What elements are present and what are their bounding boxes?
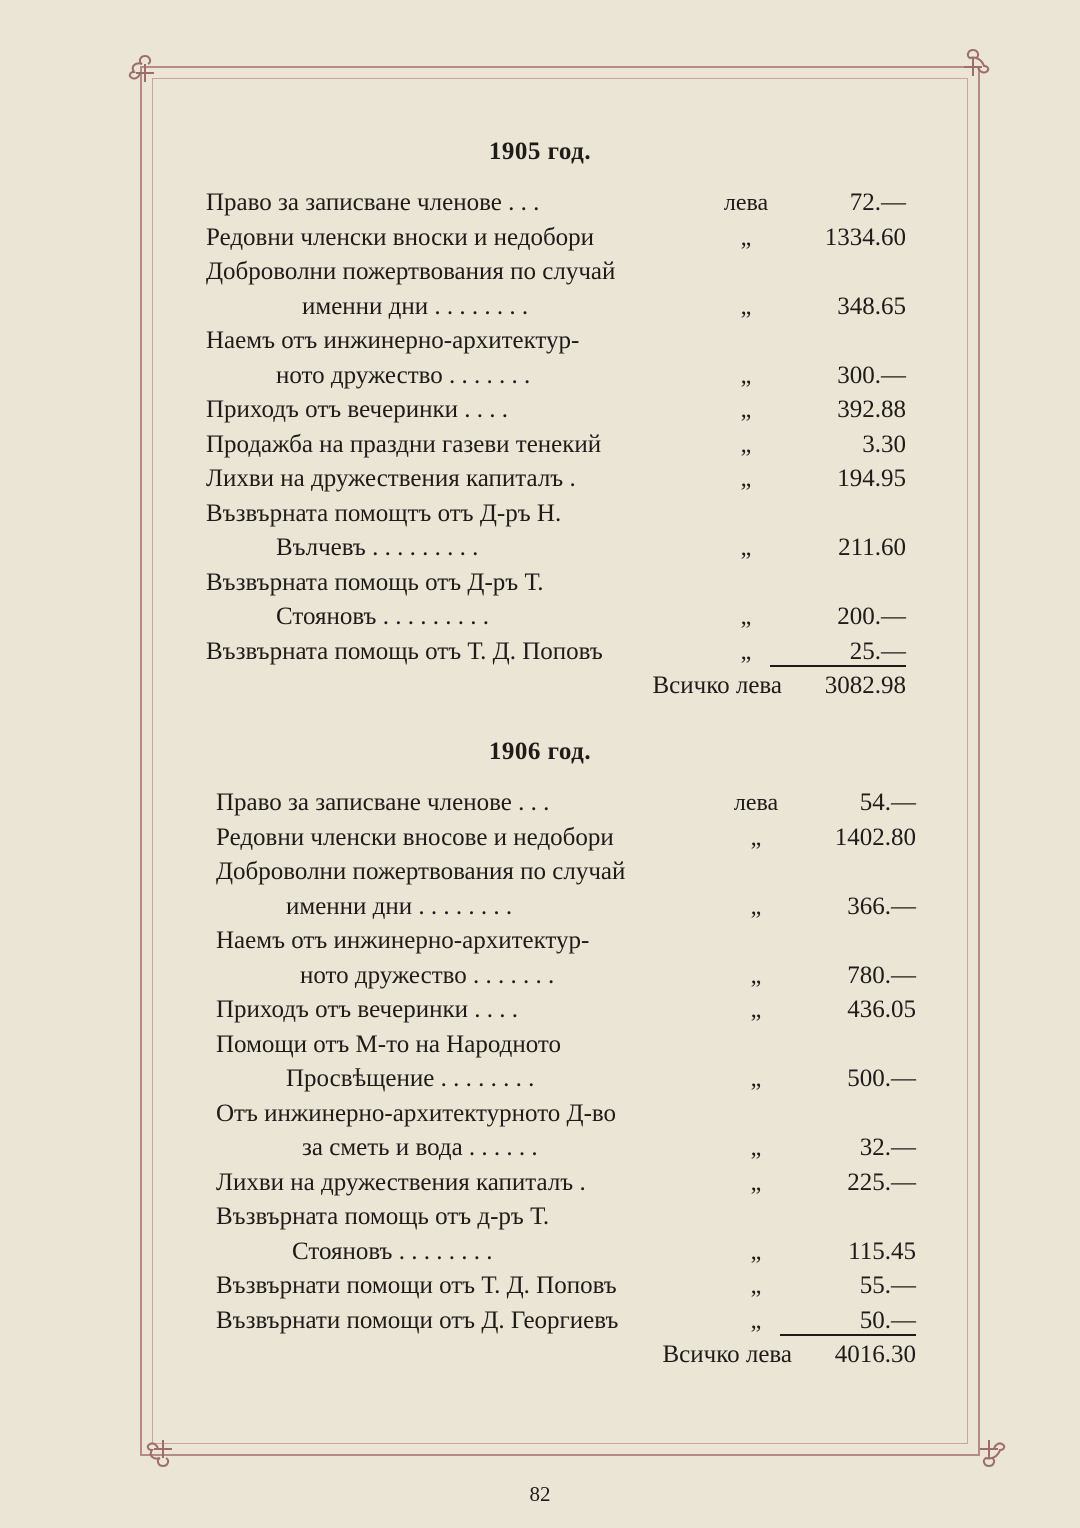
sum-rule xyxy=(780,1334,916,1336)
row-description: Приходъ отъ вечеринки . . . . xyxy=(206,396,509,423)
row-unit: „ xyxy=(750,1066,762,1092)
row-unit: „ xyxy=(740,293,752,320)
total-label: Всичко лева xyxy=(662,1341,792,1368)
corner-ornament-icon xyxy=(140,1426,186,1472)
row-description: Вълчевъ . . . . . . . . . xyxy=(276,534,479,561)
row-amount: 1402.80 xyxy=(834,823,916,851)
section-title-1906: 1906 год. xyxy=(488,738,592,765)
total-row xyxy=(206,669,906,704)
row-amount: 50.— xyxy=(859,1306,916,1334)
row-unit: лева xyxy=(723,190,769,216)
row-description: именни дни . . . . . . . . xyxy=(286,892,513,920)
row-description: ното дружество . . . . . . . xyxy=(300,961,555,989)
row-unit: „ xyxy=(740,362,752,389)
ledger-row xyxy=(216,1235,916,1270)
ledger-row xyxy=(206,635,906,670)
row-amount: 225.— xyxy=(847,1168,916,1196)
corner-ornament-icon xyxy=(122,50,168,96)
ledger-row xyxy=(206,186,906,221)
row-amount: 72.— xyxy=(849,189,906,216)
ledger-row xyxy=(206,393,906,428)
row-description: Редовни членски вноски и недобори xyxy=(206,223,595,251)
row-unit: „ xyxy=(750,997,762,1023)
row-amount: 115.45 xyxy=(848,1237,916,1265)
total-row xyxy=(216,1338,916,1373)
ledger-row xyxy=(206,290,906,325)
corner-ornament-icon xyxy=(966,1426,1012,1472)
total-amount: 3082.98 xyxy=(824,672,906,699)
ledger-row xyxy=(216,959,916,994)
row-unit: „ xyxy=(740,224,752,251)
row-amount: 32.— xyxy=(859,1134,916,1161)
row-amount: 25.— xyxy=(849,637,906,665)
section-title-1905: 1905 год. xyxy=(488,138,592,165)
total-label: Всичко лева xyxy=(652,672,782,699)
row-amount: 300.— xyxy=(837,361,906,389)
row-description: Просвѣщение . . . . . . . . xyxy=(286,1065,535,1092)
ledger-row xyxy=(216,890,916,925)
total-amount: 4016.30 xyxy=(834,1341,916,1368)
ledger-row xyxy=(216,924,916,959)
row-unit: „ xyxy=(750,1238,762,1265)
ledger-row xyxy=(216,993,916,1028)
ledger-row xyxy=(216,1131,916,1166)
ledger-row xyxy=(206,497,906,532)
ledger-row xyxy=(206,566,906,601)
ledger-1905 xyxy=(206,186,906,704)
row-amount: 436.05 xyxy=(847,996,916,1023)
ledger-row xyxy=(216,855,916,890)
row-amount: 55.— xyxy=(859,1272,916,1299)
row-amount: 392.88 xyxy=(837,396,906,423)
row-amount: 500.— xyxy=(847,1065,916,1092)
row-amount: 194.95 xyxy=(837,465,906,492)
row-description: Доброволни пожертвования по случай xyxy=(206,258,616,285)
corner-ornament-icon xyxy=(950,44,996,90)
row-description: за сметь и вода . . . . . . xyxy=(302,1134,538,1161)
row-description: Стояновъ . . . . . . . . . xyxy=(276,603,489,630)
row-unit: „ xyxy=(740,638,752,665)
row-description: Възвърната помощь отъ Д-ръ Т. xyxy=(206,568,544,596)
row-description: ното дружество . . . . . . . xyxy=(276,361,531,389)
row-description: Лихви на дружествения капиталъ . xyxy=(206,465,576,492)
ledger-row xyxy=(206,531,906,566)
row-description: Стояновъ . . . . . . . . xyxy=(292,1237,493,1265)
row-description: Лихви на дружествения капиталъ . xyxy=(216,1168,586,1196)
ledger-row xyxy=(216,1304,916,1339)
ledger-row xyxy=(216,821,916,856)
row-unit: „ xyxy=(740,535,752,561)
row-amount: 366.— xyxy=(847,892,916,920)
ledger-row xyxy=(216,1200,916,1235)
row-unit: „ xyxy=(750,893,762,920)
row-description: Приходъ отъ вечеринки . . . . xyxy=(216,996,519,1023)
ledger-row xyxy=(216,1028,916,1063)
ledger-row xyxy=(206,600,906,635)
ledger-row xyxy=(216,1062,916,1097)
ledger-row xyxy=(206,462,906,497)
row-amount: 3.30 xyxy=(862,430,906,458)
row-unit: „ xyxy=(750,1169,762,1196)
row-amount: 1334.60 xyxy=(824,223,906,251)
page-number: 82 xyxy=(529,1482,551,1506)
row-description: Право за записване членове . . . xyxy=(216,789,550,816)
sum-rule xyxy=(770,665,906,667)
row-description: Възвърната помощь отъ Т. Д. Поповъ xyxy=(206,637,603,665)
ledger-row xyxy=(206,324,906,359)
row-description: Редовни членски вносове и недобори xyxy=(216,823,614,851)
ledger-row xyxy=(206,359,906,394)
row-unit: лева xyxy=(733,790,779,816)
row-description: Възвърнати помощи отъ Д. Георгиевъ xyxy=(216,1306,619,1334)
ledger-row xyxy=(216,1097,916,1132)
row-unit: „ xyxy=(740,431,752,458)
ledger-row xyxy=(216,1269,916,1304)
row-unit: „ xyxy=(750,1307,762,1334)
ledger-row xyxy=(206,428,906,463)
row-amount: 780.— xyxy=(847,961,916,989)
row-description: Отъ инжинерно-архитектурното Д-во xyxy=(216,1099,617,1127)
row-description: Право за записване членове . . . xyxy=(206,189,540,216)
row-description: Продажба на праздни газеви тенекий xyxy=(206,430,602,458)
ledger-row xyxy=(216,1166,916,1201)
ledger-row xyxy=(206,221,906,256)
ledger-row xyxy=(216,786,916,821)
row-unit: „ xyxy=(750,824,762,851)
ledger-1906 xyxy=(216,786,916,1373)
row-amount: 54.— xyxy=(859,789,916,816)
row-description: Възвърнати помощи отъ Т. Д. Поповъ xyxy=(216,1272,617,1299)
row-description: Доброволни пожертвования по случай xyxy=(216,858,626,885)
row-description: Възвърната помощтъ отъ Д-ръ Н. xyxy=(206,499,562,527)
row-description: именни дни . . . . . . . . xyxy=(302,292,529,320)
row-amount: 200.— xyxy=(837,603,906,630)
row-description: Възвърната помощь отъ д-ръ Т. xyxy=(216,1203,550,1230)
row-unit: „ xyxy=(740,604,752,630)
row-amount: 348.65 xyxy=(837,292,906,320)
row-description: Помощи отъ М-то на Народното xyxy=(216,1030,561,1058)
row-unit: „ xyxy=(740,397,752,423)
row-unit: „ xyxy=(750,1273,762,1299)
row-unit: „ xyxy=(750,962,762,989)
row-amount: 211.60 xyxy=(838,534,906,561)
row-unit: „ xyxy=(740,466,752,492)
ledger-row xyxy=(206,255,906,290)
row-description: Наемъ отъ инжинерно-архитектур- xyxy=(206,327,580,354)
row-description: Наемъ отъ инжинерно-архитектур- xyxy=(216,927,590,954)
row-unit: „ xyxy=(750,1135,762,1161)
